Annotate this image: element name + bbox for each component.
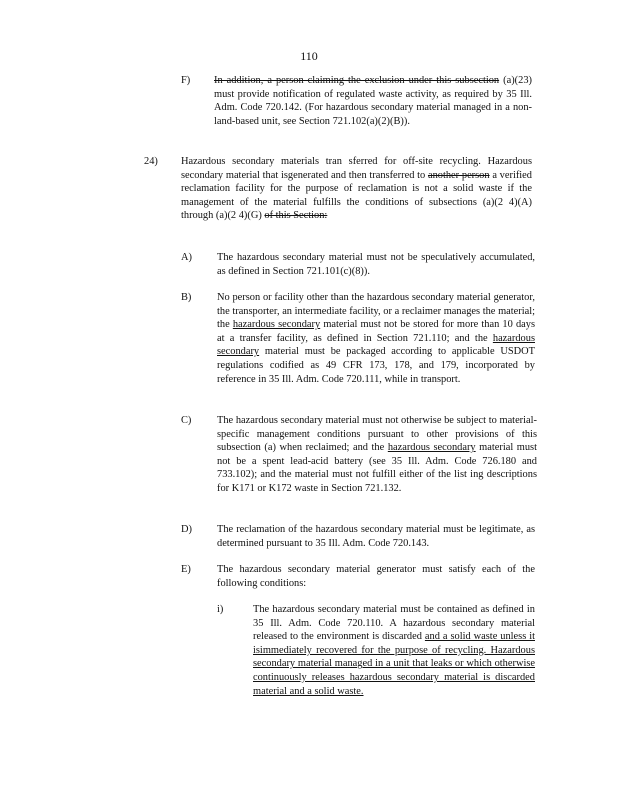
text-segment: of this Section: xyxy=(264,210,328,222)
text-segment: hazardous secondary xyxy=(232,319,321,331)
text-segment: material must be packaged according to applicable USDOT regulations codified as 49 CFR 173, 178, and 179, incorporated by reference in 35 Ill. Adm. Code 720.111, while in transport. xyxy=(217,346,535,385)
text-segment: hazardous secondary xyxy=(387,442,476,454)
text-segment: The hazardous secondary material must not otherwise be subject to material-specific management conditions pursuant to other provisions of this subsection (a) when reclaimed; and the xyxy=(217,415,537,454)
item-c-text xyxy=(217,414,537,496)
item-24-text xyxy=(181,155,532,223)
text-segment: The reclamation of the hazardous secondary material must be legitimate, as determined pursuant to 35 Ill. Adm. Code 720.143. xyxy=(217,524,535,549)
item-i-text xyxy=(253,603,535,698)
item-b-text xyxy=(217,291,535,386)
text-segment: The hazardous secondary material must not be speculatively accumulated, as defined in Section 721.101(c)(8)). xyxy=(217,252,535,277)
item-d-text xyxy=(217,523,535,550)
text-segment: another person xyxy=(427,169,490,181)
item-c-label: C) xyxy=(181,415,192,426)
text-segment: The hazardous secondary material must be contained as defined in 35 Ill. Adm. Code 720.110. A hazardous secondary material released to the environment is discarded xyxy=(253,604,535,643)
text-segment: No person or facility other than the hazardous secondary material generator, the transporter, an intermediate facility, or a reclaimer manages the material; the xyxy=(217,292,535,331)
item-a-label: A) xyxy=(181,252,192,263)
text-segment: (a)(23) must provide notification of regulated waste activity, as required by 35 Ill. Adm. Code 720.142. (For hazardous secondary material managed in a non-land-based unit, see Section 721.102(a)(2)(B)). xyxy=(214,75,532,127)
text-segment: Hazardous secondary materials tran sferred for off-site recycling. Hazardous secondary material that isgenerated and then transferred to xyxy=(181,156,532,181)
item-i-label: i) xyxy=(217,604,224,615)
text-segment: a verified reclamation facility for the purpose of reclamation is not a solid waste if the management of the material fulfills the conditions of subsections (a)(2 4)(A) through (a)(2 4)(G) xyxy=(181,169,532,222)
text-segment: The hazardous secondary material generator must satisfy each of the following conditions: xyxy=(217,564,535,589)
text-segment: material must not be stored for more than 10 days at a transfer facility, as defined in Section 721.110; and the xyxy=(217,319,535,344)
item-f-label: F) xyxy=(181,75,191,86)
item-a-text xyxy=(217,251,535,278)
text-segment: material must not be a spent lead-acid battery (see 35 Ill. Adm. Code 726.180 and 733.102); and the material must not fulfill either of the list ing descriptions for K171 or K172 waste in Section 721.132. xyxy=(217,442,537,494)
item-e-text xyxy=(217,563,535,590)
item-24-label: 24) xyxy=(144,156,158,167)
item-d-label: D) xyxy=(181,524,192,535)
page-number: 110 xyxy=(300,49,318,63)
text-segment: hazardous secondary xyxy=(217,332,535,358)
text-segment: and a solid waste unless it isimmediately recovered for the purpose of recycling. Hazardous secondary material managed in a unit that leaks or which otherwise continuously releases hazardous secondary material is discarded material and a solid waste. xyxy=(253,631,535,697)
item-e-label: E) xyxy=(181,564,191,575)
item-f-text xyxy=(214,74,532,128)
text-segment: In addition, a person claiming the exclusion under this subsection xyxy=(214,75,500,86)
item-b-label: B) xyxy=(181,292,192,303)
